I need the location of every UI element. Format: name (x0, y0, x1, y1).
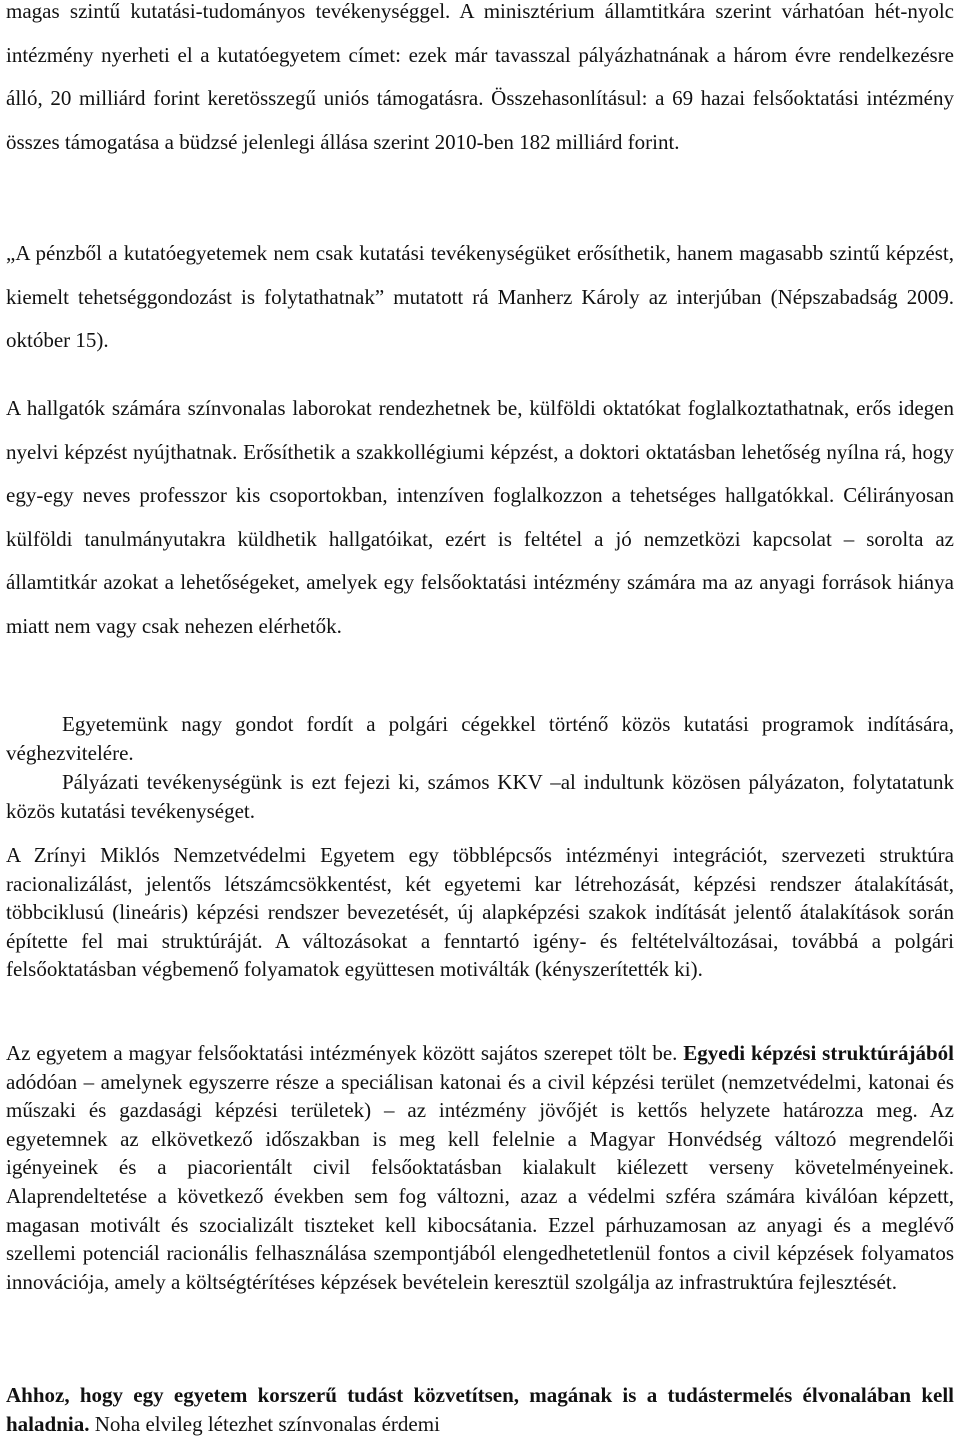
paragraph-zrinyi-integration: A Zrínyi Miklós Nemzetvédelmi Egyetem egy többlépcsős intézményi integrációt, szervezeti struktúra racionalizálást, jelentős létszámcsökkentést, két egyetemi kar létrehozását, képzési rendszer átalakítását, többciklusú (lineáris) képzési rendszer bevezetését, új alapképzési szakok indítását jelentő átalakítások során építette fel mai struktúráját. A változásokat a fenntartó igény- és feltételváltozásai, továbbá a polgári felsőoktatásban végbemenő folyamatok együttesen motiválták (kényszerítették ki). (6, 843, 954, 982)
paragraph-knowledge-production (6, 1381, 954, 1438)
paragraph-text: Az egyetem a magyar felsőoktatási intézmények között sajátos szerepet tölt be. (6, 1041, 684, 1065)
paragraph-corporate-research: Egyetemünk nagy gondot fordít a polgári cégekkel történő közös kutatási programok indítására, véghezvitelére. (6, 712, 954, 765)
paragraph-manherz-quote: „A pénzből a kutatóegyetemek nem csak kutatási tevékenységüket erősíthetik, hanem magasabb szintű képzést, kiemelt tehetséggondozást is folytathatnak” mutatott rá Manherz Károly az interjúban (Népszabadság 2009. október 15). (6, 241, 954, 353)
paragraph-student-opportunities: A hallgatók számára színvonalas laborokat rendezhetnek be, külföldi oktatókat foglalkoztathatnak, erős idegen nyelvi képzést nyújthatnak. Erősíthetik a szakkollégiumi képzést, a doktori oktatásban lehetőség nyílna rá, hogy egy-egy neves professzor kis csoportokban, intenzíven foglalkozzon a tehetséges hallgatókkal. Célirányosan külföldi tanulmányutakra küldhetik hallgatóikat, ezért is feltétel a jó nemzetközi kapcsolat – sorolta az államtitkár azokat a lehetőségeket, amelyek egy felsőoktatási intézmény számára ma az anyagi források hiánya miatt nem vagy csak nehezen elérhetők. (6, 396, 954, 638)
paragraph-tender-activity: Pályázati tevékenységünk is ezt fejezi ki, számos KKV –al indultunk közösen pályázaton, folytatatunk közös kutatási tevékenységet. (6, 770, 954, 823)
bold-emphasis: Egyedi képzési struktúrájából (683, 1041, 954, 1065)
paragraph-university-role (6, 1039, 954, 1296)
paragraph-research-university-funding: magas szintű kutatási-tudományos tevékenységgel. A minisztérium államtitkára szerint várhatóan hét-nyolc intézmény nyerheti el a kutatóegyetem címet: ezek már tavasszal pályázhatnának a három évre rendelkezésre álló, 20 milliárd forint keretösszegű uniós támogatásra. Összehasonlításul: a 69 hazai felsőoktatási intézmény összes támogatása a büdzsé jelenlegi állása szerint 2010-ben 182 milliárd forint. (6, 0, 954, 154)
paragraph-text: adódóan – amelynek egyszerre része a speciálisan katonai és a civil képzési terület (nemzetvédelmi, katonai és műszaki és gazdasági képzési területek) – az intézmény jövőjét is kettős helyzete határozza meg. Az egyetemnek az elkövetkező időszakban is meg kell felelnie a Magyar Honvédség változó megrendelői igényeinek és a piacorientált civil felsőoktatásban kialakult kiélezett verseny követelményeinek. Alaprendeltetése a következő években sem fog változni, azaz a védelmi szféra számára kiválóan képzett, magasan motivált és szocializált tiszteket kell kibocsátania. Ezzel párhuzamosan az anyagi és a meglévő szellemi potenciál racionális felhasználása szempontjából elengedhetetlenül fontos a civil képzések folyamatos innovációja, amely a költségtérítéses képzések bevételein keresztül szolgálja az infrastruktúra fejlesztését. (6, 1069, 954, 1294)
paragraph-text: Noha elvileg létezhet színvonalas érdemi (89, 1411, 440, 1436)
bold-emphasis: Ahhoz, hogy egy egyetem korszerű tudást közvetítsen, magának is a tudástermelés élvonalában kell haladnia. (6, 1383, 954, 1436)
